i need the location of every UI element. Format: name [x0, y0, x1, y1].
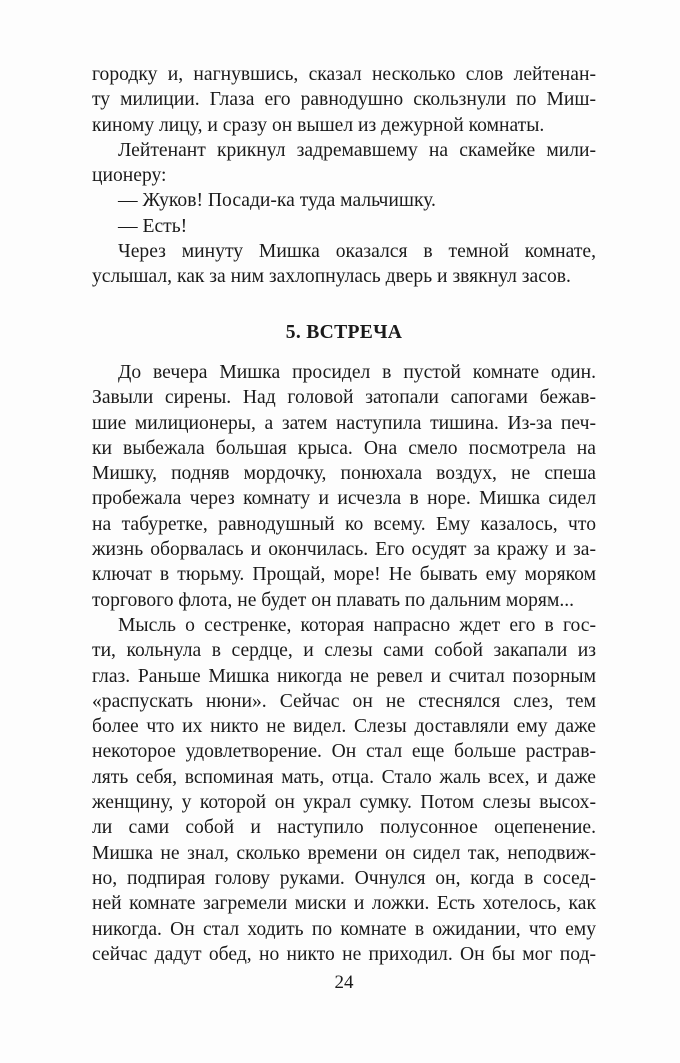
text-line: на табуретке, равнодушный ко всему. Ему казалось, что	[92, 513, 596, 535]
text-line: шие милиционеры, а затем наступила тишина. Из-за печ-	[92, 412, 596, 434]
text-line: ционеру:	[92, 165, 167, 187]
text-line: До вечера Мишка просидел в пустой комнате один.	[118, 362, 596, 383]
text-line: некоторое удовлетворение. Он стал еще больше растрав-	[92, 741, 596, 763]
text-line: женщину, у которой он украл сумку. Потом слезы высох-	[92, 792, 596, 814]
text-line: Лейтенант крикнул задремавшему на скамейке мили-	[118, 139, 596, 161]
text-line: но, подпирая голову руками. Очнулся он, когда в сосед-	[92, 867, 596, 889]
text-line: Завыли сирены. Над головой затопали сапогами бежав-	[92, 387, 596, 409]
chapter-body	[92, 360, 596, 967]
text-line: ки выбежала большая крыса. Она смело посмотрела на	[92, 437, 596, 459]
text-line: «распускать нюни». Сейчас он не стеснялся слез, тем	[92, 690, 596, 712]
text-line: — Жуков! Посади-ка туда мальчишку.	[118, 190, 436, 212]
page-number: 24	[334, 972, 354, 993]
text-line: жизнь оборвалась и окончилась. Его осудят за кражу и за-	[92, 539, 596, 561]
text-line: — Есть!	[118, 215, 188, 237]
chapter-heading: 5. ВСТРЕЧА	[285, 322, 403, 343]
text-line: услышал, как за ним захлопнулась дверь и звякнул засов.	[92, 266, 571, 288]
text-line: ней комнате загремели миски и ложки. Есть хотелось, как	[92, 893, 596, 915]
text-line: ключат в тюрьму. Прощай, море! Не бывать ему моряком	[92, 564, 596, 586]
text-line: никогда. Он стал ходить по комнате в ожидании, что ему	[92, 918, 596, 940]
top-paragraphs	[92, 62, 596, 290]
text-line: торгового флота, не будет он плавать по дальним морям...	[92, 589, 575, 611]
text-line: ли сами собой и наступило полусонное оцепенение.	[92, 817, 596, 839]
text-line: глаз. Раньше Мишка никогда не ревел и считал позорным	[92, 665, 596, 687]
text-line: Мишка не знал, сколько времени он сидел так, неподвиж-	[92, 842, 596, 864]
text-line: городку и, нагнувшись, сказал несколько слов лейтенан-	[92, 64, 596, 85]
text-line: Мысль о сестренке, которая напрасно ждет его в гос-	[118, 614, 596, 636]
text-line: пробежала через комнату и исчезла в норе. Мишка сидел	[92, 488, 596, 510]
text-line: ти, кольнула в сердце, и слезы сами собой закапали из	[92, 640, 596, 662]
text-line: ту милиции. Глаза его равнодушно скользнули по Миш-	[92, 89, 596, 111]
text-line: Мишку, подняв мордочку, понюхала воздух, не спеша	[92, 463, 596, 485]
text-line: сейчас дадут обед, но никто не приходил. Он бы мог под-	[92, 943, 596, 965]
text-line: лять себя, вспоминая мать, отца. Стало жаль всех, и даже	[92, 766, 596, 788]
text-line: более что их никто не видел. Слезы доставляли ему даже	[92, 716, 596, 738]
text-line: Через минуту Мишка оказался в темной комнате,	[118, 241, 596, 263]
text-line: киному лицу, и сразу он вышел из дежурной комнаты.	[92, 114, 545, 136]
